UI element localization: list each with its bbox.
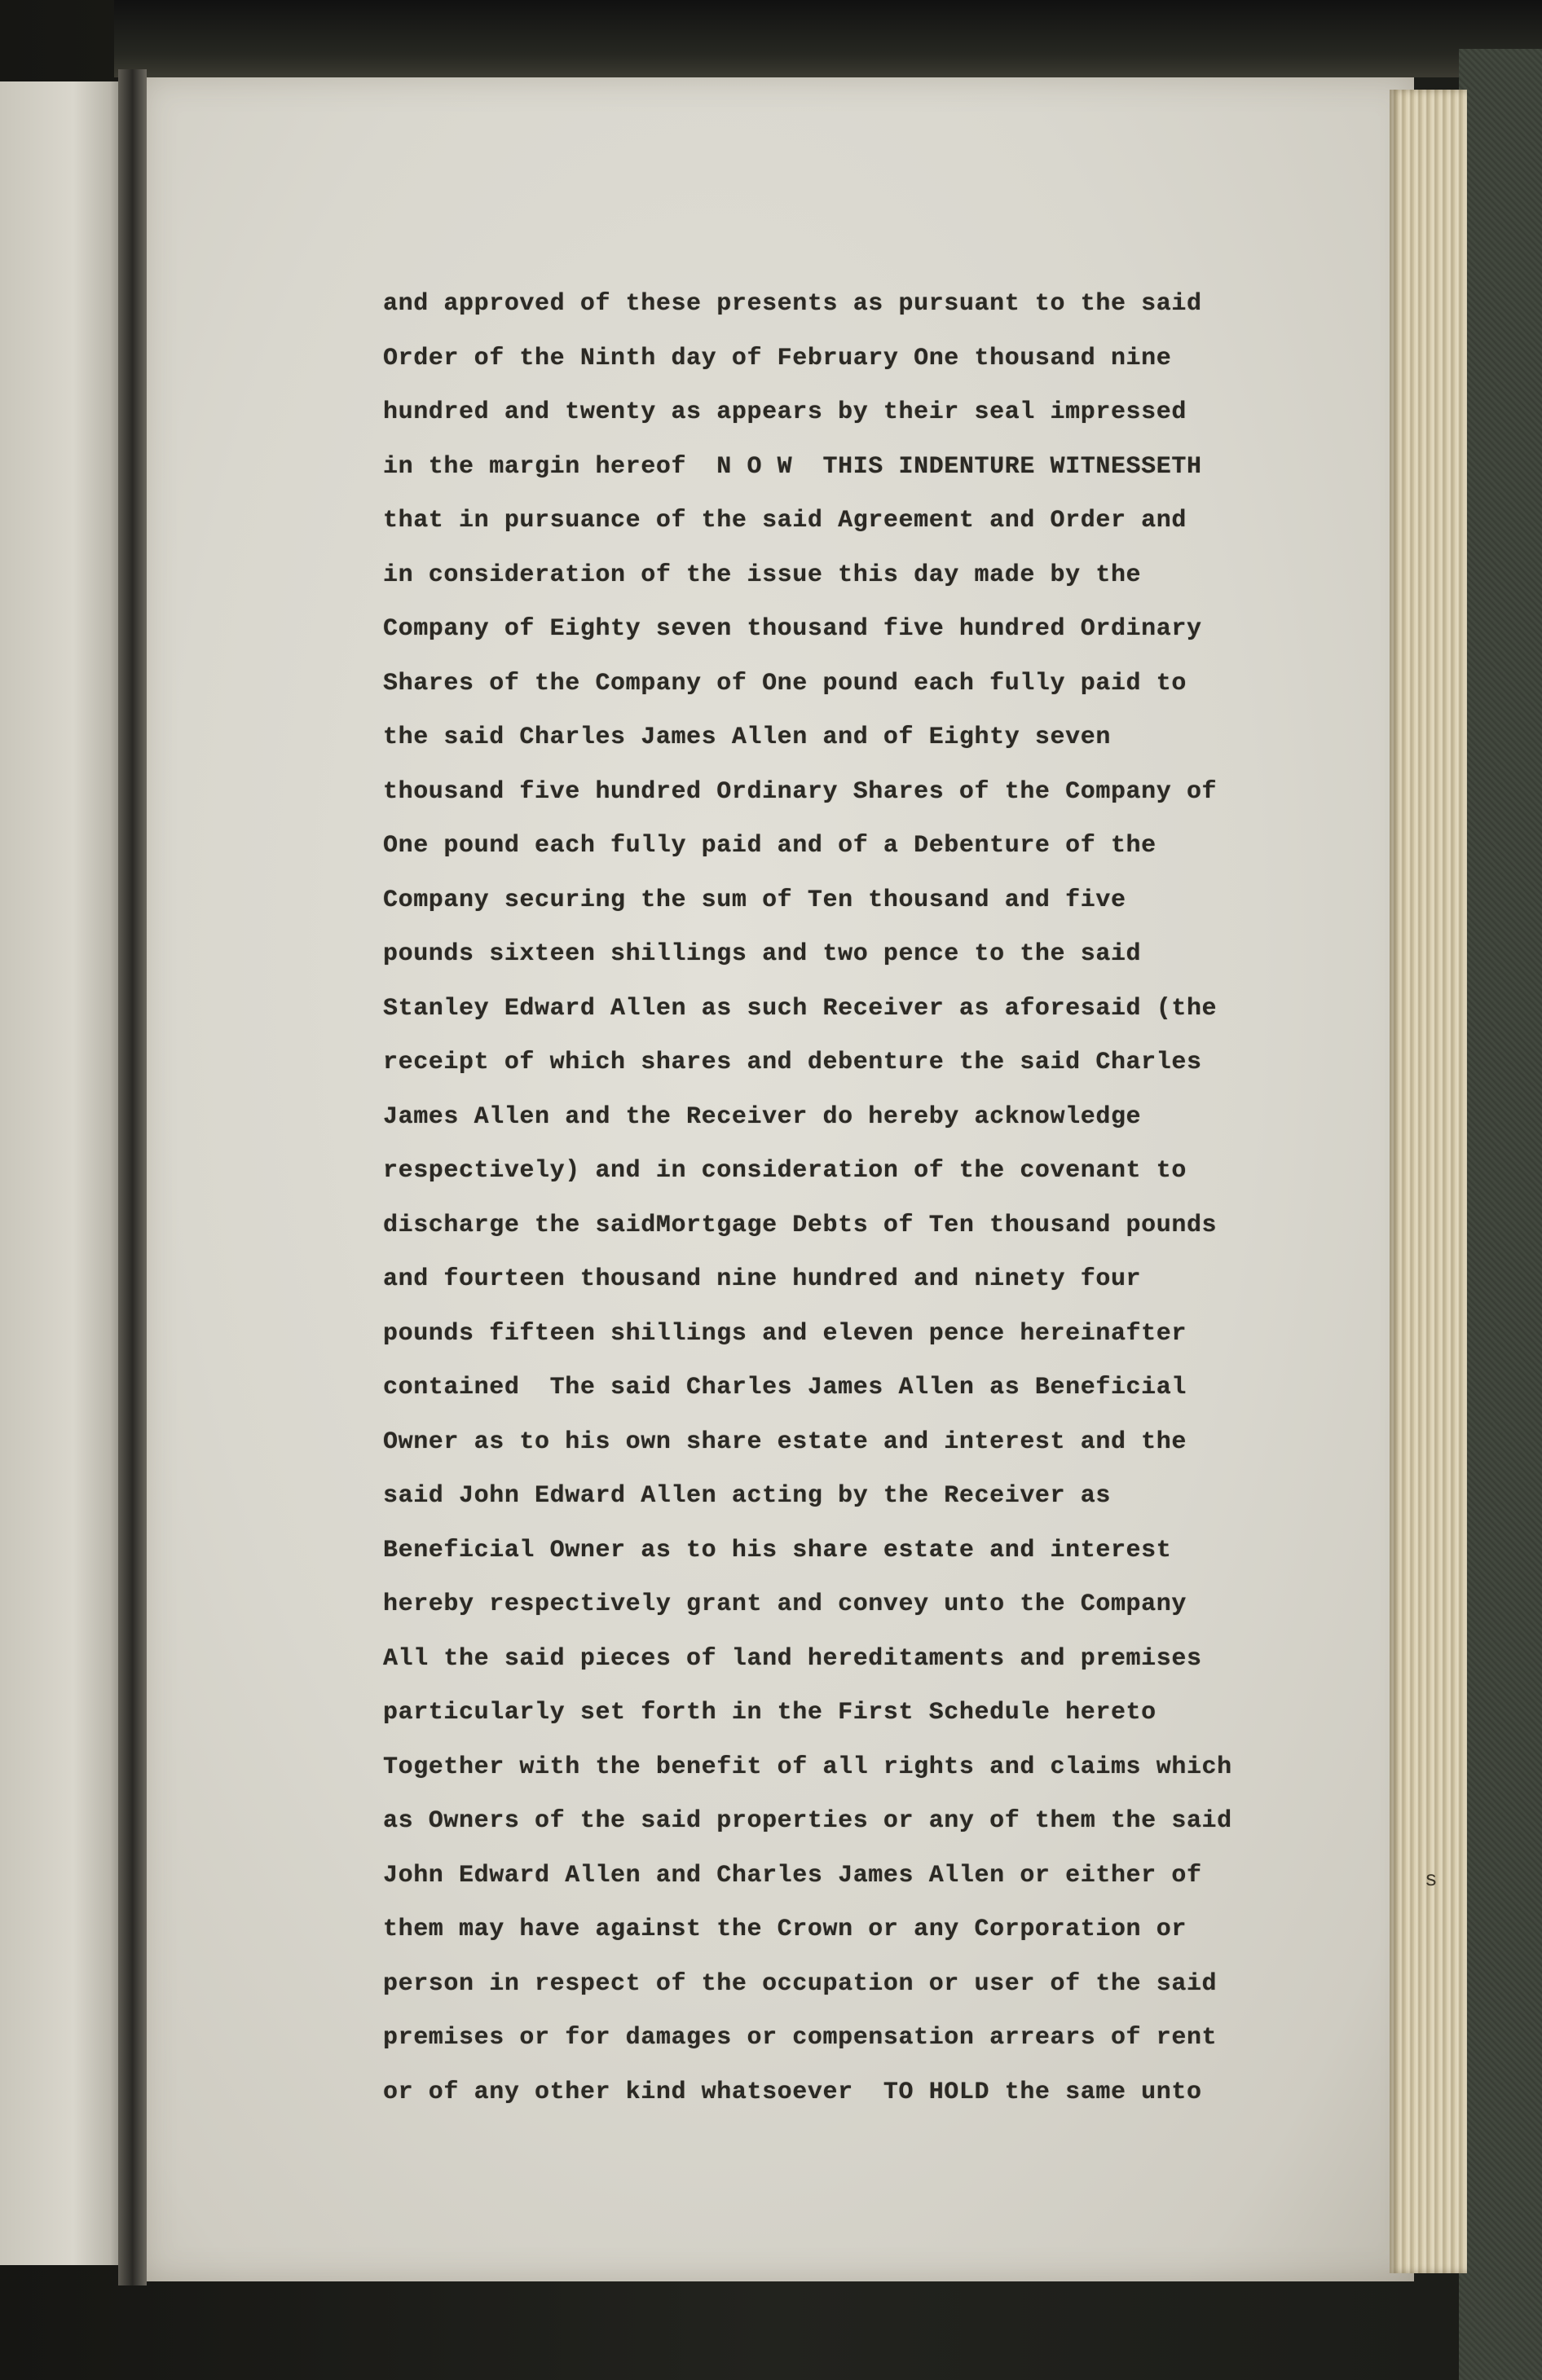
text-line: and fourteen thousand nine hundred and ninety four bbox=[383, 1265, 1142, 1293]
text-line: pounds fifteen shillings and eleven pence hereinafter bbox=[383, 1319, 1187, 1348]
book-gutter bbox=[118, 69, 147, 2285]
edge-mark: s bbox=[1425, 1867, 1438, 1892]
text-line: the said Charles James Allen and of Eighty seven bbox=[383, 724, 1111, 751]
text-line: discharge the saidMortgage Debts of Ten thousand pounds bbox=[383, 1211, 1218, 1239]
text-line: in consideration of the issue this day made by the bbox=[383, 561, 1142, 589]
typed-text-block bbox=[383, 277, 1312, 2119]
book-binding-top bbox=[114, 0, 1542, 77]
text-line: as Owners of the said properties or any of them the said bbox=[383, 1807, 1232, 1835]
book-cover-cloth bbox=[1459, 49, 1542, 2380]
text-line: hereby respectively grant and convey unto the Company bbox=[383, 1590, 1187, 1618]
text-line: Shares of the Company of One pound each fully paid to bbox=[383, 669, 1187, 697]
text-line: premises or for damages or compensation arrears of rent bbox=[383, 2024, 1218, 2052]
text-line: Order of the Ninth day of February One thousand nine bbox=[383, 344, 1172, 372]
text-line: thousand five hundred Ordinary Shares of the Company of bbox=[383, 777, 1218, 806]
text-line: All the said pieces of land hereditaments and premises bbox=[383, 1644, 1202, 1673]
text-line: Beneficial Owner as to his share estate and interest bbox=[383, 1536, 1172, 1564]
text-line: One pound each fully paid and of a Debenture of the bbox=[383, 832, 1156, 860]
text-line: receipt of which shares and debenture the said Charles bbox=[383, 1049, 1202, 1076]
text-line: pounds sixteen shillings and two pence to the said bbox=[383, 940, 1142, 968]
text-line: said John Edward Allen acting by the Receiver as bbox=[383, 1482, 1111, 1510]
text-line: John Edward Allen and Charles James Allen or either of bbox=[383, 1861, 1202, 1889]
text-line: contained The said Charles James Allen as Beneficial bbox=[383, 1374, 1187, 1401]
text-line: that in pursuance of the said Agreement and Order and bbox=[383, 507, 1187, 535]
text-line: Company of Eighty seven thousand five hundred Ordinary bbox=[383, 615, 1202, 643]
text-line: hundred and twenty as appears by their seal impressed bbox=[383, 398, 1187, 426]
text-line: in the margin hereof N O W THIS INDENTURE WITNESSETH bbox=[383, 452, 1202, 481]
text-line: them may have against the Crown or any Corporation or bbox=[383, 1916, 1187, 1943]
text-line: Company securing the sum of Ten thousand and five bbox=[383, 886, 1126, 914]
text-line: respectively) and in consideration of the covenant to bbox=[383, 1157, 1187, 1185]
text-line: Together with the benefit of all rights and claims which bbox=[383, 1753, 1232, 1781]
previous-page-edge bbox=[0, 81, 122, 2265]
text-line: or of any other kind whatsoever TO HOLD the same unto bbox=[383, 2078, 1202, 2106]
text-line: and approved of these presents as pursuant to the said bbox=[383, 290, 1202, 318]
text-line: Stanley Edward Allen as such Receiver as aforesaid (the bbox=[383, 994, 1218, 1023]
text-line: Owner as to his own share estate and interest and the bbox=[383, 1428, 1187, 1456]
text-line: particularly set forth in the First Schedule hereto bbox=[383, 1699, 1156, 1727]
page-stack-edges bbox=[1390, 90, 1467, 2273]
text-line: James Allen and the Receiver do hereby acknowledge bbox=[383, 1102, 1142, 1131]
text-line: person in respect of the occupation or user of the said bbox=[383, 1969, 1218, 1998]
